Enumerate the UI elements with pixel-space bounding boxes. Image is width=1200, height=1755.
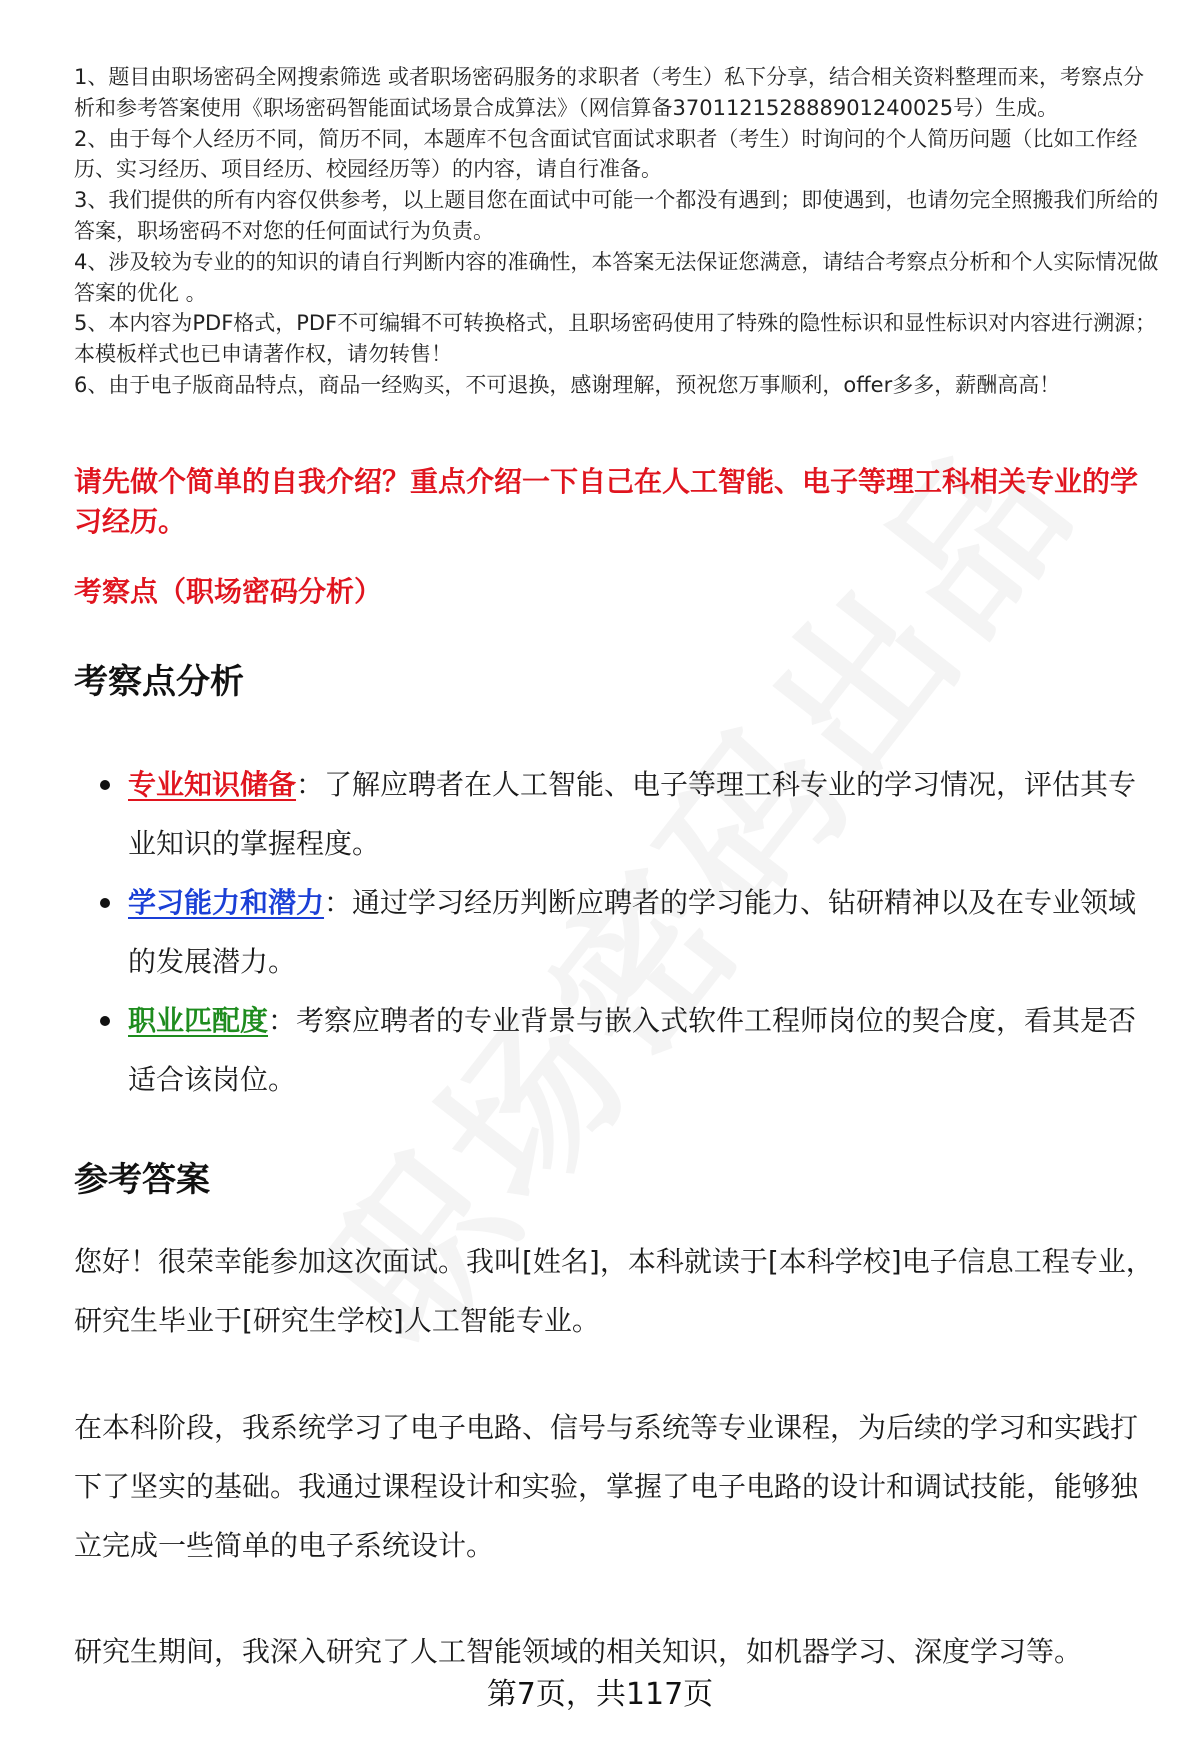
kaochadian-label: 考察点（职场密码分析） bbox=[74, 575, 383, 608]
page-number: 第7页，共117页 bbox=[486, 1677, 714, 1712]
answer-paragraph: 研究生期间，我深入研究了人工智能领域的相关知识，如机器学习、深度学习等。 bbox=[74, 1635, 1083, 1668]
notice-item: 2、由于每个人经历不同，简历不同，本题库不包含面试官面试求职者（考生）时询问的个人简历问题（比如工作经历、实习经历、项目经历、校园经历等）的内容，请自行准备。 bbox=[74, 126, 1138, 182]
point-term: 专业知识储备 bbox=[128, 768, 297, 801]
point-text: 了解应聘者在人工智能、电子等理工科专业的学习情况，评估其专业知识的掌握程度。 bbox=[128, 768, 1137, 860]
notice-item: 3、我们提供的所有内容仅供参考，以上题目您在面试中可能一个都没有遇到；即使遇到，也请勿完全照搬我们所给的答案，职场密码不对您的任何面试行为负责。 bbox=[74, 188, 1159, 243]
point-separator: ： bbox=[324, 886, 353, 919]
interview-question: 请先做个简单的自我介绍？重点介绍一下自己在人工智能、电子等理工科相关专业的学习经历。 bbox=[74, 465, 1139, 538]
point-text: 通过学习经历判断应聘者的学习能力、钻研精神以及在专业领域的发展潜力。 bbox=[128, 886, 1137, 978]
bullet-icon bbox=[100, 898, 110, 908]
answer-heading: 参考答案 bbox=[74, 1160, 210, 1200]
point-separator: ： bbox=[268, 1004, 297, 1037]
analysis-heading: 考察点分析 bbox=[74, 662, 244, 702]
analysis-points bbox=[74, 755, 1154, 1109]
notice-item: 5、本内容为PDF格式，PDF不可编辑不可转换格式，且职场密码使用了特殊的隐性标识和显性标识对内容进行溯源；本模板样式也已申请著作权，请勿转售！ bbox=[74, 311, 1157, 367]
point-text: 考察应聘者的专业背景与嵌入式软件工程师岗位的契合度，看其是否适合该岗位。 bbox=[128, 1004, 1137, 1096]
analysis-point bbox=[74, 991, 1154, 1109]
analysis-point bbox=[74, 873, 1154, 991]
analysis-point bbox=[74, 755, 1154, 873]
notice-item: 4、涉及较为专业的的知识的请自行判断内容的准确性，本答案无法保证您满意，请结合考察点分析和个人实际情况做答案的优化 。 bbox=[74, 249, 1159, 305]
point-term: 职业匹配度 bbox=[128, 1004, 269, 1037]
answer-paragraph: 您好！很荣幸能参加这次面试。我叫[姓名]，本科就读于[本科学校]电子信息工程专业，研究生毕业于[研究生学校]人工智能专业。 bbox=[74, 1245, 1154, 1337]
notice-item: 6、由于电子版商品特点，商品一经购买，不可退换，感谢理解，预祝您万事顺利，offer多多，薪酬高高！ bbox=[74, 372, 1061, 397]
answer-paragraph: 在本科阶段，我系统学习了电子电路、信号与系统等专业课程，为后续的学习和实践打下了坚实的基础。我通过课程设计和实验，掌握了电子电路的设计和调试技能，能够独立完成一些简单的电子系统设计。 bbox=[74, 1411, 1139, 1562]
point-separator: ： bbox=[296, 768, 325, 801]
disclaimer-notice bbox=[74, 62, 1164, 401]
point-term: 学习能力和潜力 bbox=[128, 886, 325, 919]
bullet-icon bbox=[100, 780, 110, 790]
notice-item: 1、题目由职场密码全网搜索筛选 或者职场密码服务的求职者（考生）私下分享，结合相关资料整理而来，考察点分析和参考答案使用《职场密码智能面试场景合成算法》（网信算备370112152888901240025号）生成。 bbox=[74, 65, 1145, 120]
bullet-icon bbox=[100, 1016, 110, 1026]
